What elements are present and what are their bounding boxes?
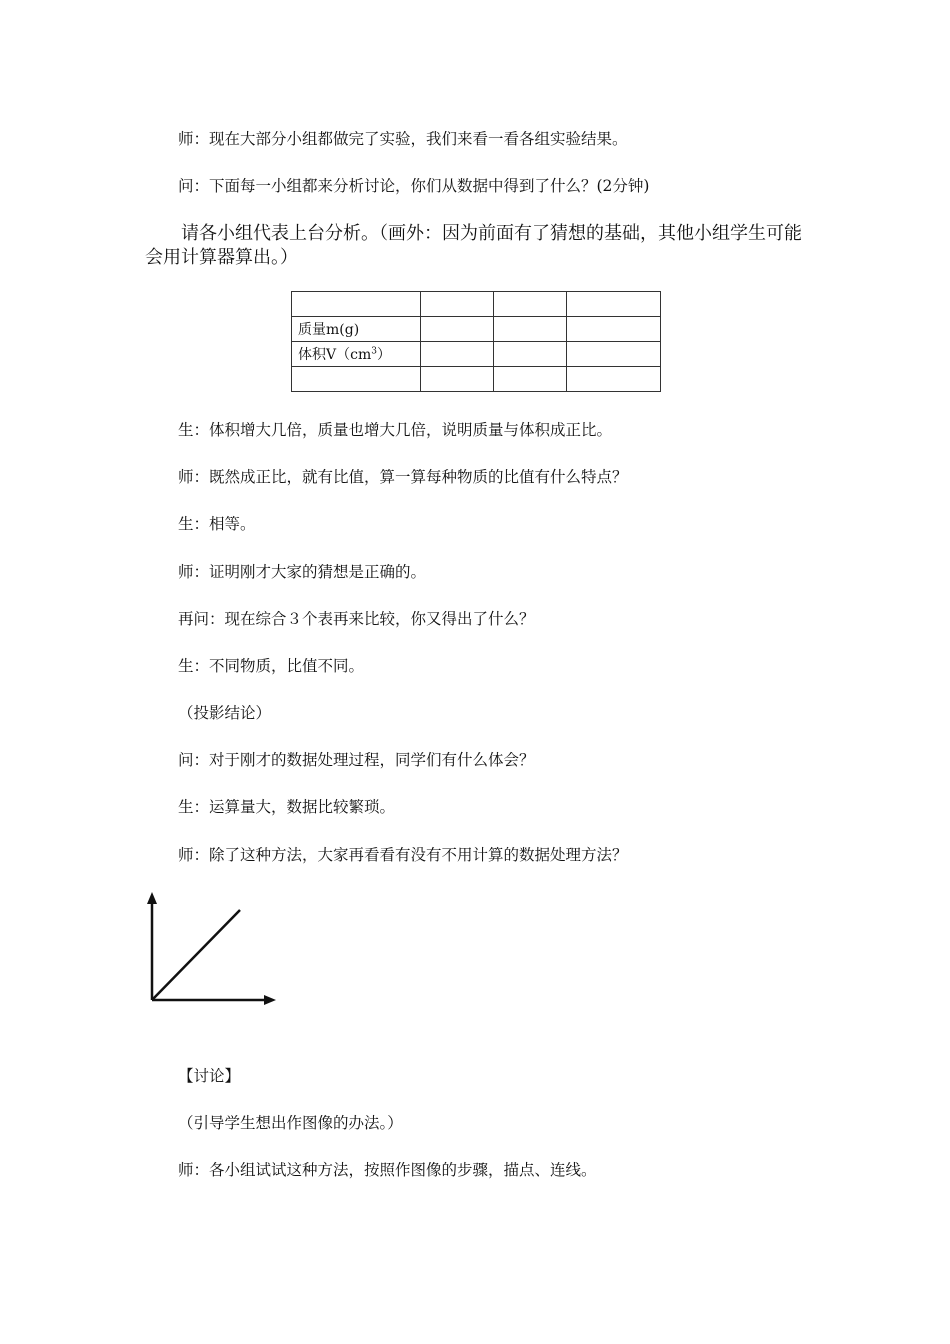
x-axis-arrow-icon: [264, 995, 276, 1005]
volume-label-cell: [292, 342, 421, 367]
volume-label-prefix: 体积V（cm: [298, 347, 372, 363]
table-row: [292, 367, 661, 392]
table-cell: [421, 342, 494, 367]
y-axis-arrow-icon: [147, 892, 157, 904]
data-table: [291, 291, 661, 392]
table-row: [292, 342, 661, 367]
table-row: [292, 292, 661, 317]
table-cell: [494, 367, 567, 392]
volume-label-suffix: ）: [376, 347, 391, 363]
student-line-tedious: 生：运算量大，数据比较繁琐。: [178, 798, 396, 816]
table-cell: [421, 317, 494, 342]
table-cell: [494, 292, 567, 317]
table-cell: [421, 367, 494, 392]
table-cell: [567, 342, 661, 367]
student-line-proportional: 生：体积增大几倍，质量也增大几倍，说明质量与体积成正比。: [178, 421, 613, 439]
table-cell: [567, 367, 661, 392]
question-line-discussion: 问：下面每一小组都来分析讨论，你们从数据中得到了什么？(2分钟): [178, 177, 650, 195]
discussion-heading: 【讨论】: [178, 1067, 241, 1085]
question-line-compare: 再问：现在综合３个表再来比较，你又得出了什么？: [178, 610, 535, 628]
projection-note: （投影结论）: [178, 704, 272, 722]
table-cell: [421, 292, 494, 317]
intro-paragraph: [145, 222, 815, 270]
table-cell: [494, 317, 567, 342]
table-cell: [292, 292, 421, 317]
teacher-line-results: 师：现在大部分小组都做完了实验，我们来看一看各组实验结果。: [178, 130, 628, 148]
table-row: [292, 317, 661, 342]
question-line-experience: 问：对于刚才的数据处理过程，同学们有什么体会？: [178, 751, 535, 769]
table-cell: [567, 292, 661, 317]
teacher-line-ratio: 师：既然成正比，就有比值，算一算每种物质的比值有什么特点？: [178, 468, 628, 486]
discussion-note: （引导学生想出作图像的办法。）: [178, 1114, 403, 1132]
teacher-line-guess-correct: 师：证明刚才大家的猜想是正确的。: [178, 563, 427, 581]
table-cell: [494, 342, 567, 367]
teacher-line-other-method: 师：除了这种方法，大家再看看有没有不用计算的数据处理方法？: [178, 846, 628, 864]
mass-label-cell: 质量m(g): [292, 317, 421, 342]
volume-label-exponent: 3: [371, 346, 377, 357]
teacher-line-plotting: 师：各小组试试这种方法，按照作图像的步骤，描点、连线。: [178, 1161, 597, 1179]
proportional-line: [152, 910, 240, 1000]
student-line-different: 生：不同物质，比值不同。: [178, 657, 365, 675]
table-cell: [567, 317, 661, 342]
table-cell: [292, 367, 421, 392]
intro-text: 请各小组代表上台分析。（画外：因为前面有了猜想的基础，其他小组学生可能会用计算器算出。）: [145, 223, 802, 268]
student-line-equal: 生：相等。: [178, 515, 256, 533]
proportional-graph: [140, 888, 285, 1010]
